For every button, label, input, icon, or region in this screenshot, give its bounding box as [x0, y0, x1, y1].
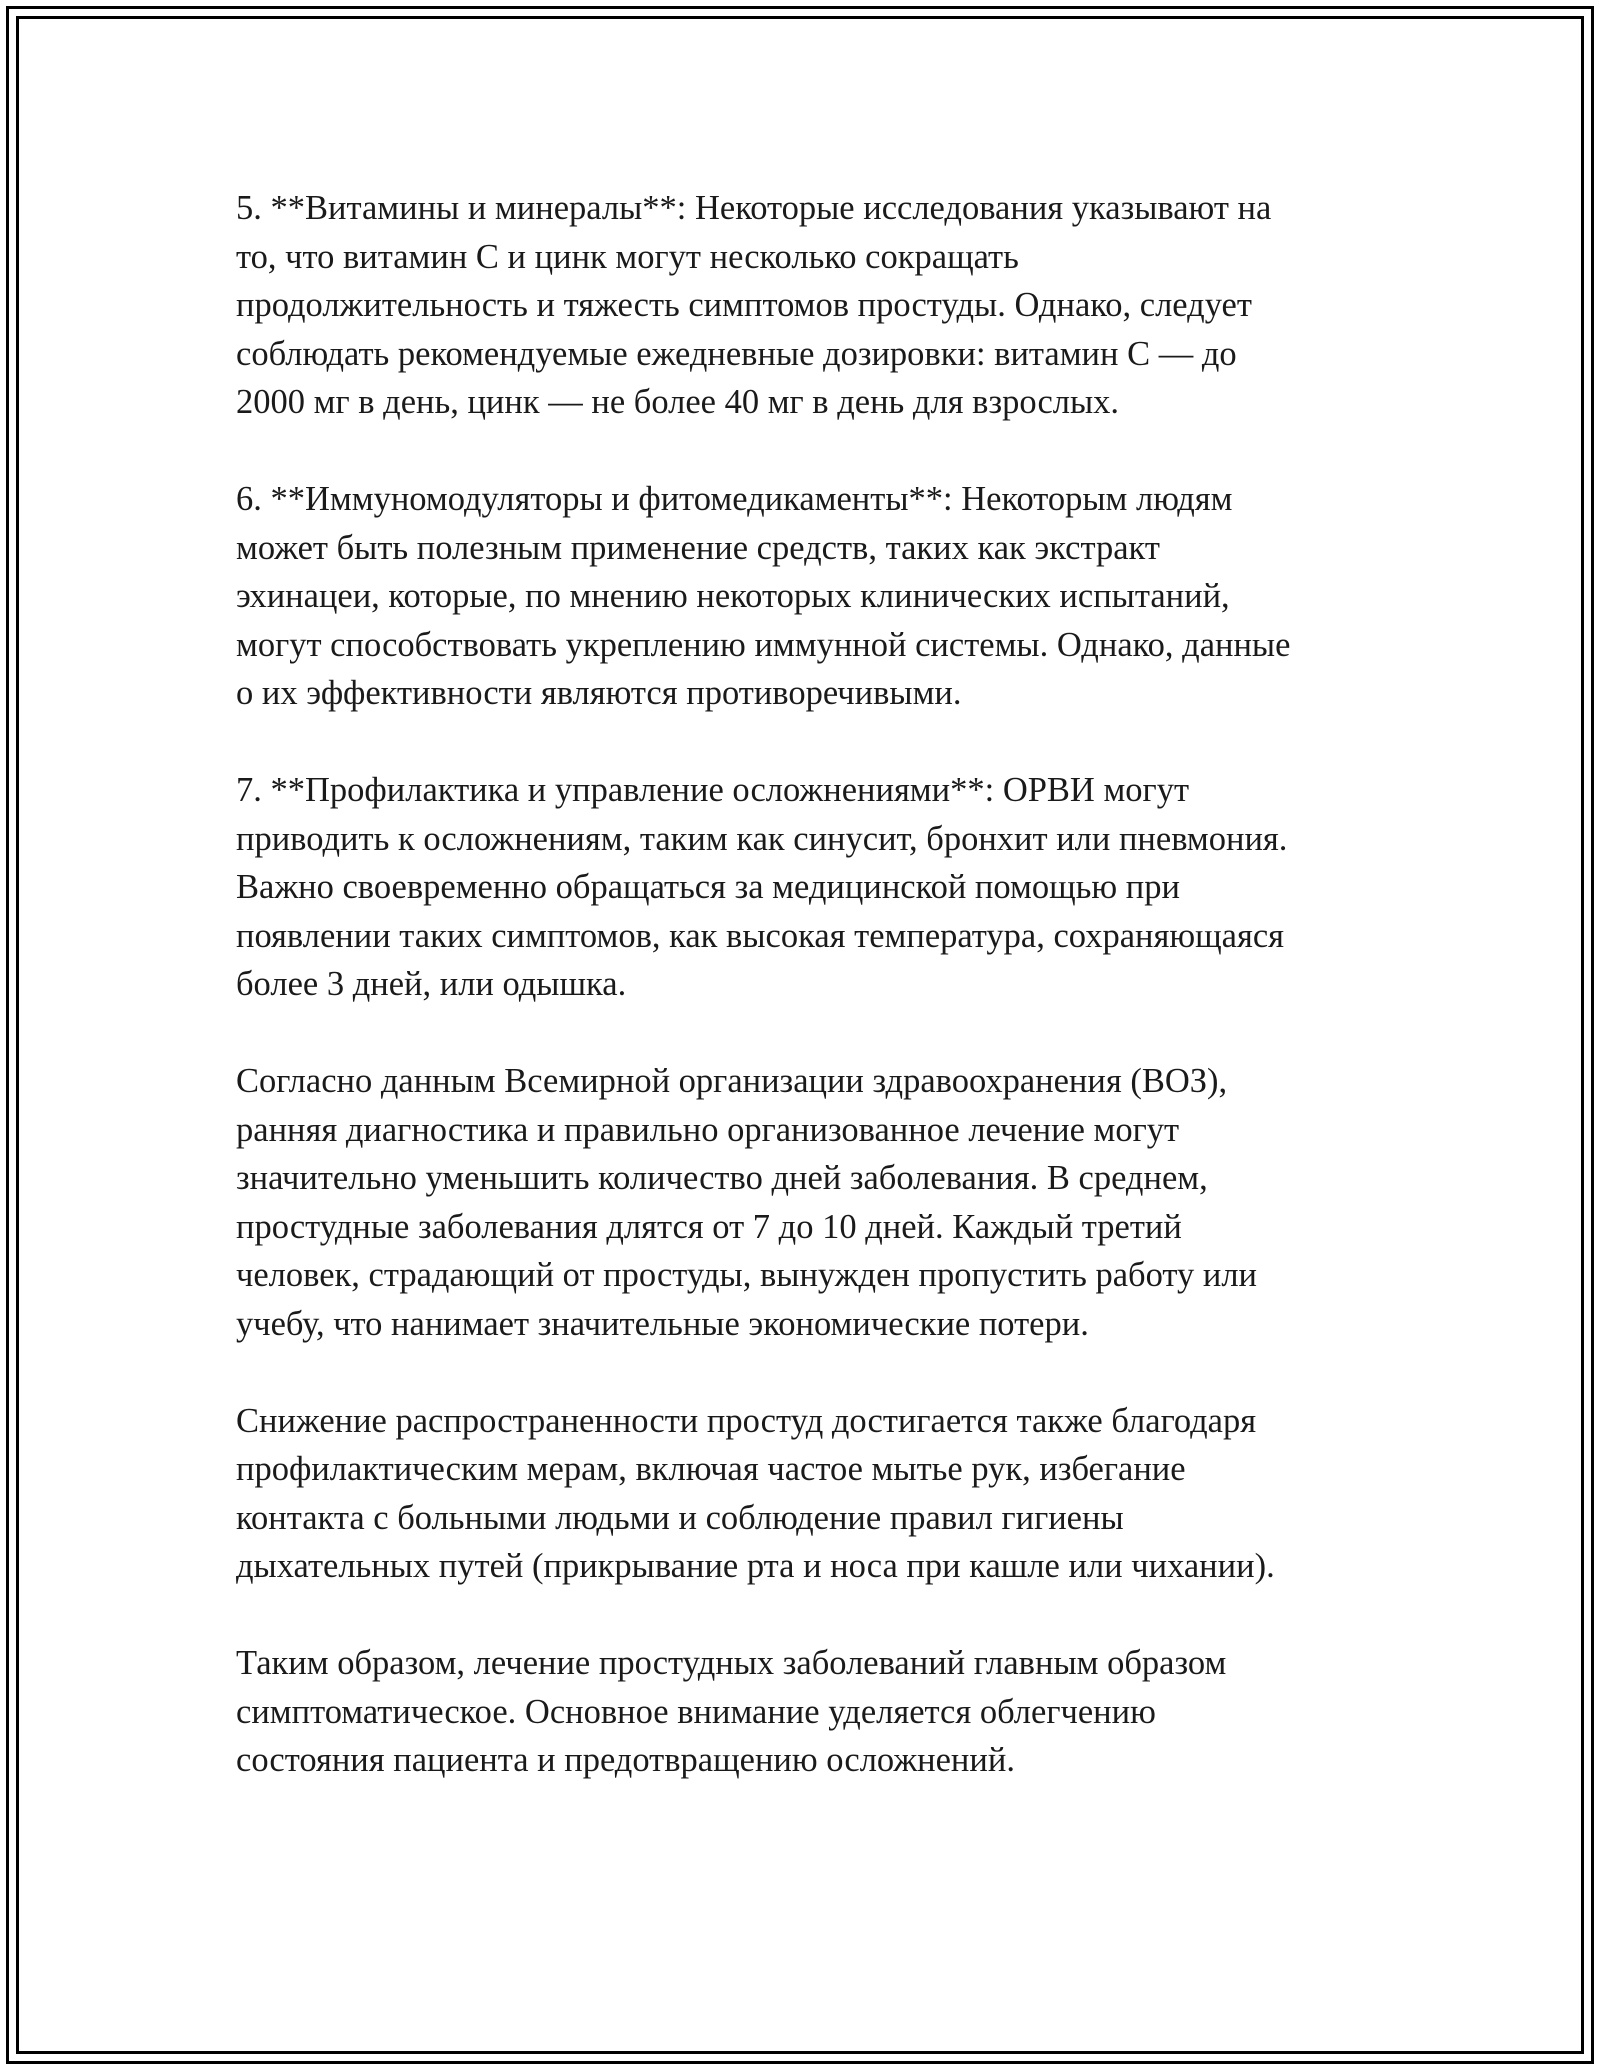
text-line: простудные заболевания длятся от 7 до 10 дней. Каждый третий [236, 1207, 1182, 1246]
text-line: может быть полезным применение средств, таких как экстракт [236, 528, 1160, 567]
text-line: о их эффективности являются противоречивыми. [236, 674, 962, 712]
text-line: приводить к осложнениям, таким как синусит, бронхит или пневмония. [236, 819, 1288, 858]
paragraph-vitamins [236, 184, 1416, 427]
text-line: 6. **Иммуномодуляторы и фитомедикаменты**: Некоторым людям [236, 480, 1233, 518]
text-line: эхинацеи, которые, по мнению некоторых клинических испытаний, [236, 577, 1230, 615]
text-line: соблюдать рекомендуемые ежедневные дозировки: витамин C — до [236, 334, 1237, 373]
paragraph-prevention-complications [236, 766, 1416, 1009]
text-line: ранняя диагностика и правильно организованное лечение могут [236, 1110, 1180, 1149]
paragraph-immunomodulators [236, 475, 1416, 718]
text-line: Снижение распространенности простуд достигается также благодаря [236, 1401, 1257, 1440]
paragraph-prevalence-reduction [236, 1397, 1416, 1591]
document-body [236, 184, 1416, 1833]
text-line: появлении таких симптомов, как высокая температура, сохраняющаяся [236, 916, 1285, 955]
text-line: дыхательных путей (прикрывание рта и носа при кашле или чихании). [236, 1547, 1275, 1585]
paragraph-conclusion [236, 1639, 1416, 1785]
text-line: 7. **Профилактика и управление осложнениями**: ОРВИ могут [236, 771, 1190, 809]
text-line: 2000 мг в день, цинк — не более 40 мг в день для взрослых. [236, 383, 1120, 421]
text-line: продолжительность и тяжесть симптомов простуды. Однако, следует [236, 286, 1252, 324]
text-line: учебу, что нанимает значительные экономические потери. [236, 1304, 1089, 1343]
text-line: значительно уменьшить количество дней заболевания. В среднем, [236, 1159, 1208, 1197]
text-line: 5. **Витамины и минералы**: Некоторые исследования указывают на [236, 189, 1272, 227]
text-line: Согласно данным Всемирной организации здравоохранения (ВОЗ), [236, 1062, 1228, 1100]
text-line: более 3 дней, или одышка. [236, 965, 627, 1003]
text-line: профилактическим мерам, включая частое мытье рук, избегание [236, 1450, 1186, 1488]
text-line: Таким образом, лечение простудных заболеваний главным образом [236, 1644, 1227, 1682]
text-line: Важно своевременно обращаться за медицинской помощью при [236, 868, 1180, 906]
text-line: то, что витамин C и цинк могут несколько сокращать [236, 237, 1019, 276]
text-line: состояния пациента и предотвращению осложнений. [236, 1741, 1015, 1779]
text-line: человек, страдающий от простуды, вынужден пропустить работу или [236, 1256, 1258, 1294]
text-line: симптоматическое. Основное внимание уделяется облегчению [236, 1692, 1156, 1731]
text-line: могут способствовать укреплению иммунной системы. Однако, данные [236, 625, 1291, 664]
paragraph-who-data [236, 1057, 1416, 1348]
text-line: контакта с больными людьми и соблюдение правил гигиены [236, 1498, 1124, 1537]
